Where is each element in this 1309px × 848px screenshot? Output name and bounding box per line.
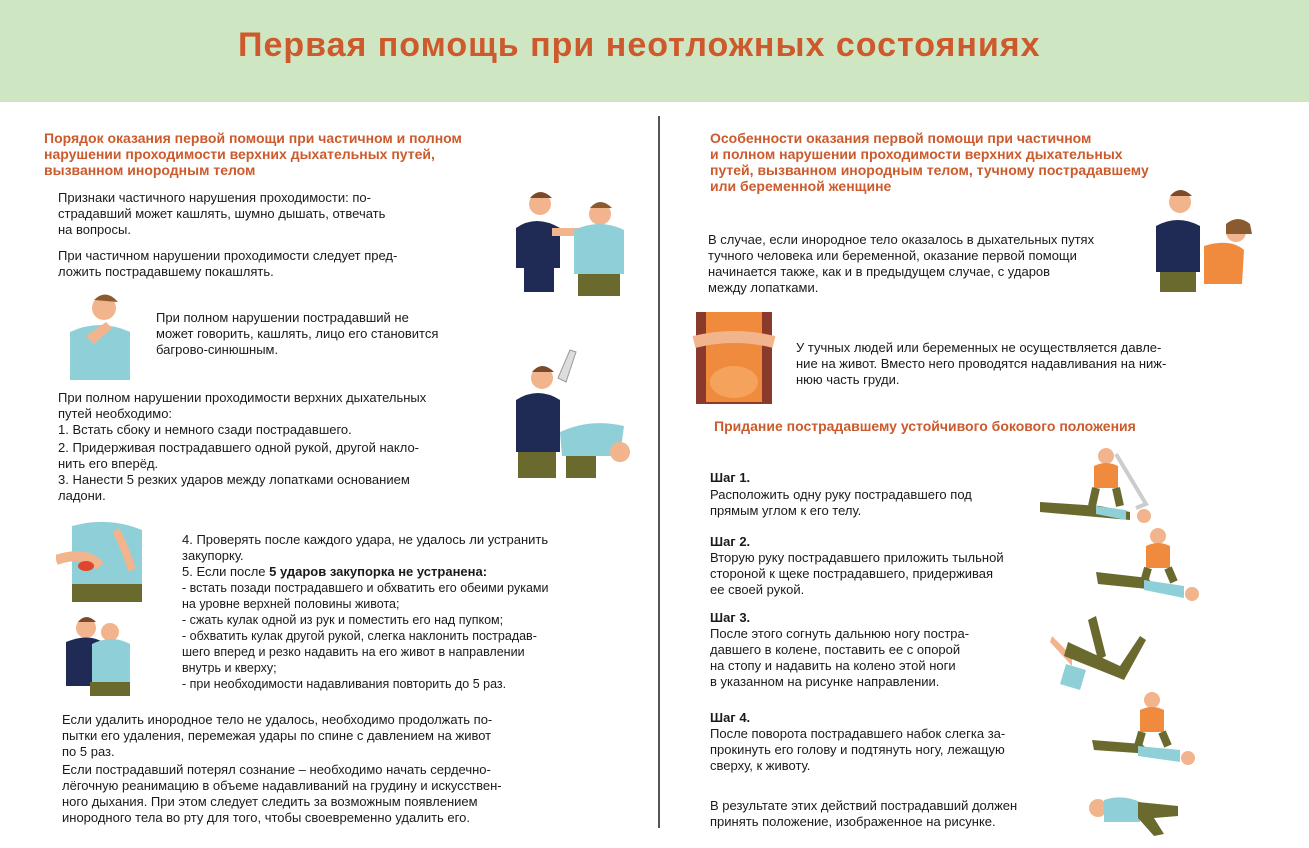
column-divider [658, 116, 660, 828]
left-section-heading: Порядок оказания первой помощи при частичном и полном нарушении проходимости верхних дыхательных путей, вызванном инородным телом [44, 130, 462, 178]
partial-signs-text: Признаки частичного нарушения проходимости: по- страдавший может кашлять, шумно дышать, отвечать на вопросы. [58, 190, 386, 237]
partial-action-text: При частичном нарушении проходимости следует пред- ложить пострадавшему покашлять. [58, 248, 398, 279]
victim-body [574, 224, 624, 274]
step-3-label: Шаг 3. [710, 610, 751, 625]
right-section-heading: Особенности оказания первой помощи при частичном и полном нарушении проходимости верхних дыхательных путей, вызванном инородным телом, тучному пострадавшему или беременной женщине [710, 130, 1149, 194]
target-area [78, 561, 94, 571]
check-step-4: 4. Проверять после каждого удара, не удалось ли устранить закупорку. [182, 532, 549, 563]
choking-person-illustration [64, 292, 134, 382]
step-5-line [182, 564, 612, 580]
step-2-label: Шаг 2. [710, 534, 751, 549]
step-2-text: Вторую руку пострадавшего приложить тыльной стороной к щеке пострадавшего, придерживая ее своей рукой. [710, 550, 1004, 597]
back-blow-full-illustration [508, 348, 636, 480]
recovery-step-3-illustration [1046, 612, 1146, 696]
full-signs-text: При полном нарушении пострадавший не может говорить, кашлять, лицо его становится багрово-синюшным. [156, 310, 439, 357]
recovery-step-1-illustration [1036, 444, 1156, 524]
step-1-text: Расположить одну руку пострадавшего под прямым углом к его телу. [710, 487, 972, 518]
result-text: В результате этих действий пострадавший должен принять положение, изображенное на рисунке. [710, 798, 1018, 829]
back-blow-pregnant-illustration [1152, 188, 1256, 294]
obese-case-text: В случае, если инородное тело оказалось в дыхательных путях тучного человека или беременной, оказание первой помощи начинается также, как и в предыдущем случае, с ударов между лопатками. [708, 232, 1095, 295]
step-1-label: Шаг 1. [710, 470, 751, 485]
recovery-heading: Придание пострадавшему устойчивого бокового положения [714, 418, 1136, 434]
step-4-text: После поворота пострадавшего набок слегка за- прокинуть его голову и подтянуть ногу, лежащую сверху, к животу. [710, 726, 1006, 773]
step-3-text: После этого согнуть дальнюю ногу постра- давшего в колене, поставить ее с опорой на стопу и надавить на колено этой ноги в указанном на рисунке направлении. [710, 626, 970, 689]
recovery-step-4-illustration [1090, 690, 1200, 770]
obese-note-text: У тучных людей или беременных не осуществляется давле- ние на живот. Вместо него проводятся надавливания на ниж- нюю часть груди. [796, 340, 1167, 387]
step-5-prefix: 5. Если после [182, 564, 270, 579]
full-step-3: 3. Нанести 5 резких ударов между лопатками основанием ладони. [58, 472, 410, 503]
if-unconscious-text: Если пострадавший потерял сознание – необходимо начать сердечно- лёгочную реанимацию в объеме надавливаний на грудину и искусствен- ного дыхания. При этом следует следить за возможным появлением инородного тела во рту для того, чтобы своевременно удалить его. [62, 762, 502, 825]
full-intro-text: При полном нарушении проходимости верхних дыхательных путей необходимо: [58, 390, 427, 421]
full-step-2: 2. Придерживая пострадавшего одной рукой, другой накло- нить его вперёд. [58, 440, 420, 471]
heimlich-illustration [60, 614, 132, 698]
step-5-bold: 5 ударов закупорка не устранена: [269, 564, 488, 579]
back-blow-partial-illustration [508, 186, 626, 298]
chest-thrust-pregnant-illustration [692, 312, 776, 404]
step-5-items: - встать позади пострадавшего и обхватить его обеими руками на уровне верхней половины живота; - сжать кулак одной из рук и поместить его над пупком; - обхватить кулак другой рукой, слегка наклонить пострадав- шего вперед и резко надавить на его живот в направлении внутрь и кверху; - при необходимости надавливания повторить до 5 раз. [182, 581, 549, 691]
full-step-1: 1. Встать сбоку и немного сзади пострадавшего. [58, 422, 352, 437]
recovery-result-illustration [1084, 790, 1184, 838]
abdominal-thrust-closeup-illustration [56, 520, 166, 604]
step-4-label: Шаг 4. [710, 710, 751, 725]
if-fail-text: Если удалить инородное тело не удалось, необходимо продолжать по- пытки его удаления, перемежая удары по спине с давлением на живот по 5 раз. [62, 712, 493, 759]
recovery-step-2-illustration [1094, 526, 1204, 604]
page-title: Первая помощь при неотложных состояниях [238, 26, 1041, 64]
